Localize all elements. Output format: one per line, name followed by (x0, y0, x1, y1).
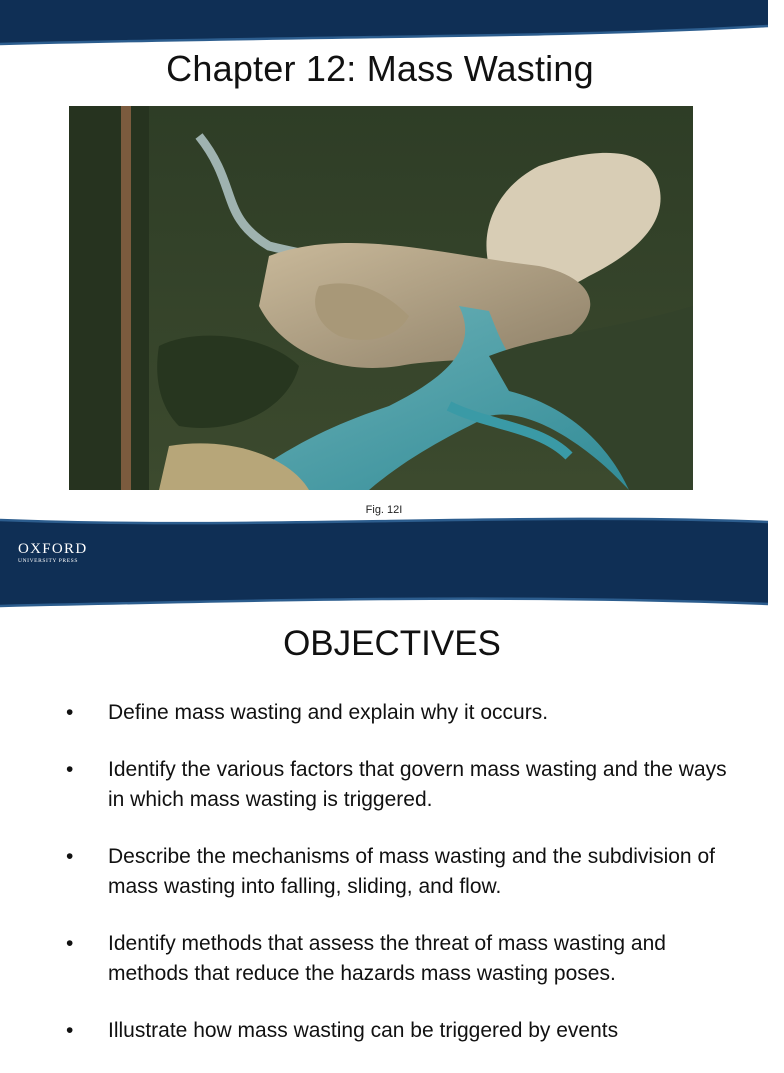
objective-item: • Identify methods that assess the threat of mass wasting and methods that reduce the hazards mass wasting poses. (64, 929, 744, 989)
landslide-photo (69, 106, 693, 490)
slide-objectives (0, 610, 768, 1042)
objective-item: • Illustrate how mass wasting can be triggered by events (64, 1016, 744, 1046)
bullet-icon: • (66, 758, 74, 781)
bullet-icon: • (66, 1019, 74, 1042)
objectives-heading: OBJECTIVES (283, 624, 501, 663)
bottom-wave-band (0, 508, 768, 620)
bullet-icon: • (66, 701, 74, 724)
objective-item: • Define mass wasting and explain why it occurs. (64, 698, 744, 728)
bullet-icon: • (66, 845, 74, 868)
oxford-logo: OXFORD UNIVERSITY PRESS (18, 541, 88, 564)
objective-item: • Identify the various factors that govern mass wasting and the ways in which mass wasting is triggered. (64, 755, 744, 815)
objective-item: • Describe the mechanisms of mass wasting and the subdivision of mass wasting into falling, sliding, and flow. (64, 842, 744, 902)
slide-title: Chapter 12: Mass Wasting (166, 48, 594, 89)
top-wave-band (0, 0, 768, 50)
figure-caption: Fig. 12I (365, 504, 403, 516)
bullet-icon: • (66, 932, 74, 955)
objectives-list (64, 698, 744, 1073)
